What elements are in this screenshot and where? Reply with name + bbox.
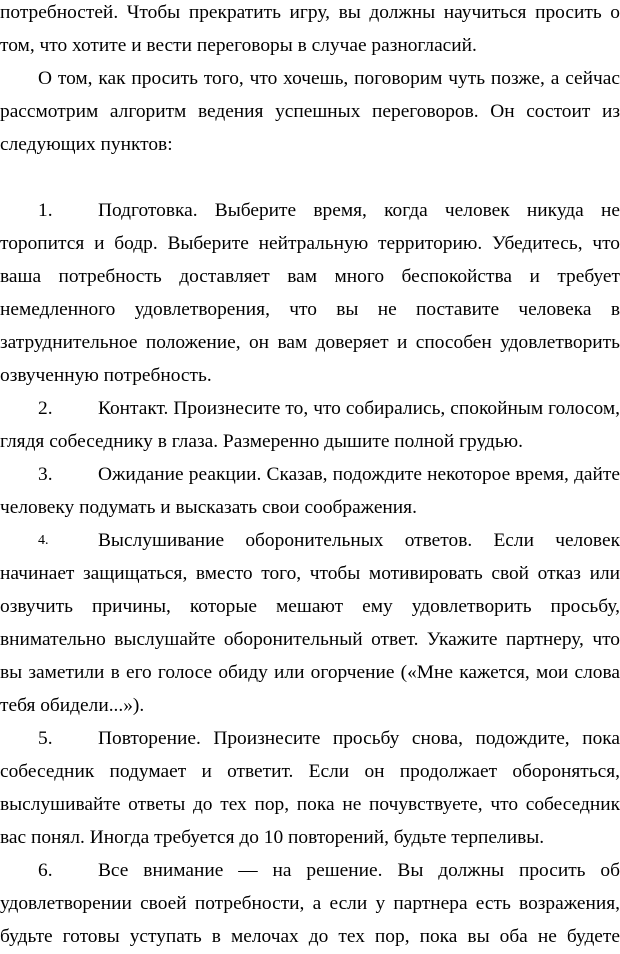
list-item-number: 1.	[38, 200, 53, 221]
intro-line-1: потребностей. Чтобы прекратить игру, вы должны научиться просить о	[0, 2, 620, 23]
list-item-line: глядя собеседнику в глаза. Размеренно дышите полной грудью.	[0, 431, 523, 452]
list-item-line: удовлетворении своей потребности, а если у партнера есть возражения,	[0, 893, 620, 914]
list-item-line: тебя обидели...»).	[0, 695, 145, 716]
list-item-line: выслушивайте ответы до тех пор, пока не почувствуете, что собеседник	[0, 794, 620, 815]
intro-line-2: том, что хотите и вести переговоры в случае разногласий.	[0, 35, 477, 56]
list-item-line: затруднительное положение, он вам доверяет и способен удовлетворить	[0, 332, 620, 353]
list-item-number: 3.	[38, 464, 53, 485]
list-item-line: будьте готовы уступать в мелочах до тех пор, пока вы оба не будете	[0, 926, 620, 947]
list-item-line: человеку подумать и высказать свои соображения.	[0, 497, 417, 518]
list-item-number: 4.	[38, 533, 49, 548]
list-item-number: 5.	[38, 728, 53, 749]
list-item-line: Выслушивание оборонительных ответов. Если человек	[98, 530, 620, 551]
list-item-line: собеседник подумает и ответит. Если он продолжает обороняться,	[0, 761, 620, 782]
list-item-line: Все внимание — на решение. Вы должны просить об	[98, 860, 620, 881]
list-item-number: 2.	[38, 398, 53, 419]
list-item-line: Контакт. Произнесите то, что собирались, спокойным голосом,	[98, 398, 620, 419]
list-item-line: Подготовка. Выберите время, когда человек никуда не	[98, 200, 620, 221]
list-item-line: торопится и бодр. Выберите нейтральную территорию. Убедитесь, что	[0, 233, 620, 254]
list-item-line: озвученную потребность.	[0, 365, 212, 386]
paragraph2-line-2: рассмотрим алгоритм ведения успешных переговоров. Он состоит из	[0, 101, 620, 122]
list-item-number: 6.	[38, 860, 53, 881]
list-item-line: вас понял. Иногда требуется до 10 повторений, будьте терпеливы.	[0, 827, 545, 848]
list-item-line: внимательно выслушайте оборонительный ответ. Укажите партнеру, что	[0, 629, 620, 650]
list-item-line: Ожидание реакции. Сказав, подождите некоторое время, дайте	[98, 464, 620, 485]
list-item-line: вы заметили в его голосе обиду или огорчение («Мне кажется, мои слова	[0, 662, 620, 683]
paragraph2-line-1: О том, как просить того, что хочешь, поговорим чуть позже, а сейчас	[38, 68, 620, 89]
paragraph2-line-3: следующих пунктов:	[0, 134, 173, 155]
list-item-line: немедленного удовлетворения, что вы не поставите человека в	[0, 299, 620, 320]
list-item-line: Повторение. Произнесите просьбу снова, подождите, пока	[98, 728, 620, 749]
list-item-line: озвучить причины, которые мешают ему удовлетворить просьбу,	[0, 596, 620, 617]
list-item-line: ваша потребность доставляет вам много беспокойства и требует	[0, 266, 620, 287]
list-item-line: начинает защищаться, вместо того, чтобы мотивировать свой отказ или	[0, 563, 620, 584]
